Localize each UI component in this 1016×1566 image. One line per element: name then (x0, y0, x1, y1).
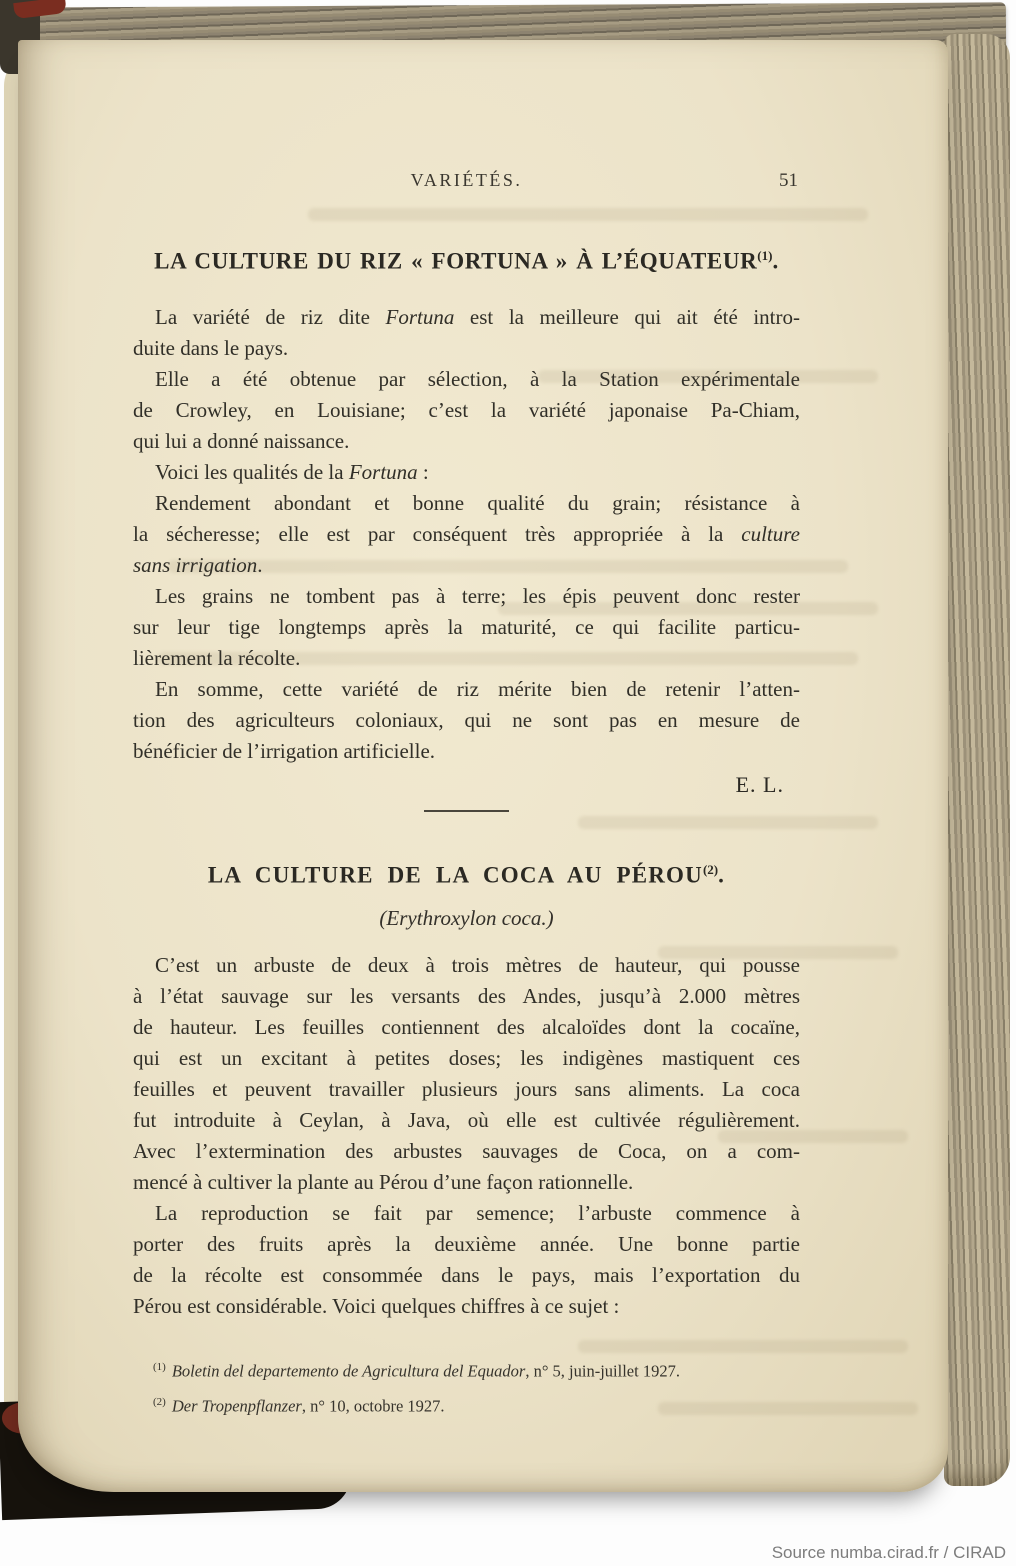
text-line: de la récolte est consommée dans le pays, mais l’exportation du (133, 1263, 800, 1287)
article-coca-title-text: LA CULTURE DE LA COCA AU PÉROU (207, 862, 703, 888)
text-line: duite dans le pays. (133, 336, 289, 360)
article-riz-title-period: . (772, 248, 779, 274)
section-divider-rule (424, 810, 509, 812)
article-riz-title-text: LA CULTURE DU RIZ « FORTUNA » À L’ÉQUATEUR (154, 248, 758, 274)
text-line: Voici les qualités de la Fortuna : (155, 460, 429, 484)
footnotes (133, 1352, 800, 1421)
text-line: la sécheresse; elle est par conséquent très appropriée à la culture (133, 522, 800, 546)
text-line: feuilles et peuvent travailler plusieurs jours sans aliments. La coca (133, 1077, 800, 1101)
text-line: qui lui a donné naissance. (133, 429, 350, 453)
article-coca-title-period: . (718, 862, 726, 888)
source-attribution: Source numba.cirad.fr / CIRAD (771, 1543, 1006, 1562)
article-riz-footnote-ref: (1) (757, 248, 773, 263)
text-line: mencé à cultiver la plante au Pérou d’une façon rationnelle. (133, 1170, 634, 1194)
text-line: sur leur tige longtemps après la maturité, ce qui facilite particu- (133, 615, 800, 639)
article-coca-body (133, 950, 800, 1322)
text-line: tion des agriculteurs coloniaux, qui ne sont pas en mesure de (133, 708, 800, 732)
text-line: C’est un arbuste de deux à trois mètres de hauteur, qui pousse (155, 953, 800, 977)
footnote: $^{(2)}$ Der Tropenpflanzer, n° 10, octobre 1927. (153, 1395, 445, 1415)
running-header (133, 170, 800, 196)
article-coca-footnote-ref: (2) (702, 862, 719, 877)
footnote: $^{(1)}$ Boletin del departemento de Agricultura del Equador, n° 5, juin-juillet 1927. (153, 1361, 680, 1381)
text-line: fut introduite à Ceylan, à Java, où elle est cultivée régulièrement. (133, 1108, 800, 1132)
text-line: Elle a été obtenue par sélection, à la Station expérimentale (155, 367, 800, 391)
article-riz-title (133, 248, 800, 275)
text-line: La reproduction se fait par semence; l’arbuste commence à (155, 1201, 800, 1225)
article-riz-body (133, 302, 800, 767)
text-line: de hauteur. Les feuilles contiennent des alcaloïdes dont la cocaïne, (133, 1015, 800, 1039)
text-line: Rendement abondant et bonne qualité du grain; résistance à (155, 491, 800, 515)
text-line: La variété de riz dite Fortuna est la meilleure qui ait été intro- (155, 305, 801, 329)
text-line: lièrement la récolte. (133, 646, 301, 670)
text-line: Avec l’extermination des arbustes sauvages de Coca, on a com- (133, 1139, 800, 1163)
author-initials: E. L. (735, 772, 784, 797)
article-coca-latin-name: (Erythroxylon coca.) (379, 906, 554, 930)
text-line: Pérou est considérable. Voici quelques chiffres à ce sujet : (133, 1294, 620, 1318)
text-line: de Crowley, en Louisiane; c’est la variété japonaise Pa-Chiam, (133, 398, 800, 422)
text-line: bénéficier de l’irrigation artificielle. (133, 739, 436, 763)
text-line: porter des fruits après la deuxième année. Une bonne partie (133, 1232, 800, 1256)
article-coca-title (133, 862, 800, 889)
text-line: qui est un excitant à petites doses; les indigènes mastiquent ces (133, 1046, 800, 1070)
text-line: Les grains ne tombent pas à terre; les épis peuvent donc rester (155, 584, 800, 608)
text-line: à l’état sauvage sur les versants des Andes, jusqu’à 2.000 mètres (133, 984, 800, 1008)
book-right-page-edges (944, 34, 1010, 1486)
text-line: sans irrigation. (133, 553, 263, 577)
scanned-page (18, 40, 948, 1492)
text-line: En somme, cette variété de riz mérite bien de retenir l’atten- (155, 677, 800, 701)
running-title: VARIÉTÉS. (410, 170, 523, 190)
page-number: 51 (779, 170, 798, 191)
